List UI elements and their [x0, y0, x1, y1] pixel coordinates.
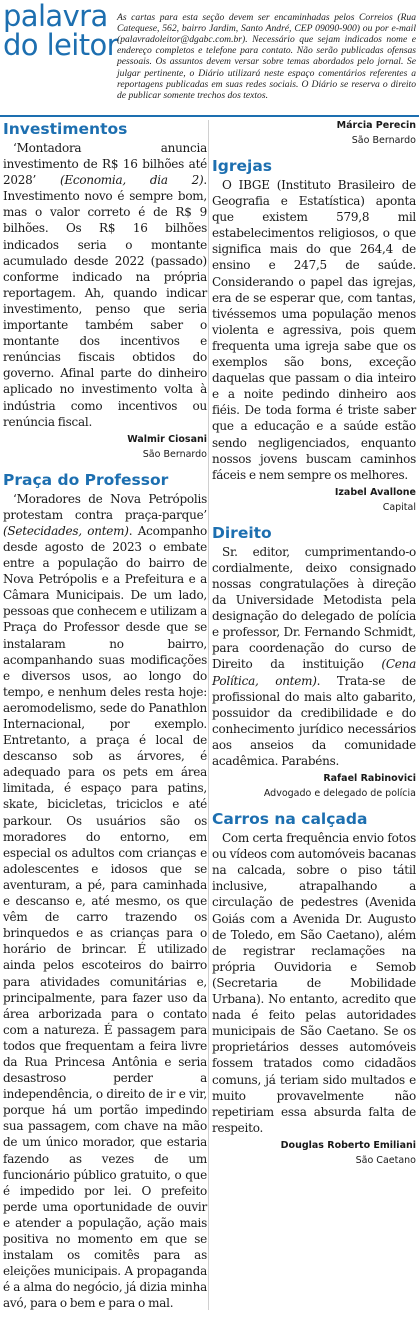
letter-author: Rafael Rabinovici: [323, 773, 416, 785]
letter-author: Douglas Roberto Emiliani: [280, 1139, 416, 1151]
letter-body: Com certa frequência envio fotos ou vídeos com automóveis bacanas na calcada, sobre o piso tátil inclusive, atrapalhando a circulação de pedestres (Avenida Goiás com a Avenida Dr. Augusto de Toledo, em São Caetano), além de registrar reclamações na própria Ouvidoria e Semob (Secretaria de Mobilidade Urbana). No entanto, acredito que nada é feito pelas autoridades municipais de São Caetano. Se os proprietários desses automóveis fossem tratados como cidadãos comuns, já teriam sido multados e muito provavelmente não repetiriam essa absurda falta de respeito.: [212, 831, 416, 1135]
spacer: [212, 514, 416, 524]
letter-place: Capital: [382, 501, 416, 513]
letter-author: Izabel Avallone: [334, 486, 416, 498]
section-masthead: [3, 0, 118, 62]
column-divider: [208, 120, 209, 1310]
spacer: [212, 147, 416, 157]
left-column: [3, 120, 207, 1311]
letter-text: Sr. editor, cumprimentando-o cordialmente, deixo consignado nossas congratulações à direção da Universidade Metodista pela designação do delegado de polícia e professor, Dr. Fernando Schmidt, para coordenação do curso de Direito da instituição: [212, 544, 416, 672]
letter-text: . Trata-se de profissional do mais alto gabarito, possuidor da credibilidade e do conhecimento jurídico necessários aos anseios da comunidade acadêmica. Parabéns.: [212, 673, 416, 768]
masthead-line-1: palavra: [3, 0, 108, 33]
spacer: [212, 800, 416, 810]
letter-place: São Bernardo: [351, 135, 416, 146]
letter-title: Carros na calçada: [212, 810, 368, 829]
letter-author: Walmir Ciosani: [127, 433, 207, 445]
section-intro: As cartas para esta seção devem ser encaminhadas pelos Correios (Rua Catequese, 562, bairro Jardim, Santo André, CEP 09090-900) ou por e-mail (palavradoleitor@dgabc.com.br). Necessário que sejam indicados nome e endereço completos e telefone para contato. Não serão publicadas ofensas pessoais. Os assuntos devem versar sobre temas abordados pelo jornal. Se julgar pertinente, o Diário utilizará neste espaço comentários referentes a reportagens publicadas em suas redes sociais. O Diário se reserva o direito de publicar somente trechos dos textos.: [117, 11, 416, 102]
letter-title: Igrejas: [212, 157, 273, 175]
header-divider: [0, 115, 419, 117]
letter-text: ‘Montadora anuncia investimento de R$ 16 bilhões até 2028’: [3, 141, 207, 188]
letter-place: Advogado e delegado de polícia: [263, 788, 416, 800]
letter-praca: [3, 471, 207, 1312]
letter-place: São Bernardo: [142, 448, 207, 460]
letter-body: [3, 491, 207, 1312]
letter-source: (Setecidades, ontem): [3, 523, 129, 538]
masthead-line-2: do leitor: [3, 28, 118, 62]
page-header: [0, 0, 419, 113]
letter-praca-continuation: [212, 120, 416, 147]
letter-body: [3, 140, 207, 430]
letter-author: Márcia Perecin: [336, 120, 416, 131]
letter-title: Investimentos: [3, 120, 128, 138]
letter-body: [212, 544, 416, 769]
letter-text: . Acompanho desde agosto de 2023 o embate entre a população do bairro de Nova Petrópolis e a Prefeitura e a Câmara Municipais. De um lado, pessoas que conhecem e utilizam a Praça do Professor desde que se instalaram no bairro, acompanhando suas modificações e diversos usos, ao longo do tempo, e nenhum deles resta hoje: aeromodelismo, sede do Panathlon Internacional, por exemplo. Entretanto, a praça é local de descanso sob as árvores, é adequado para os pets em área limitada, é espaço para patins, skate, bicicletas, triciclos e até parkour. Os usuários são os moradores do entorno, em especial os adultos com crianças e adolescentes e idosos que se aventuram, a pé, para caminhada e descanso e, até mesmo, os que vêm de carro trazendo os brinquedos e as crianças para o horário de brincar. É utilizado ainda pelos escoteiros do bairro para atividades comunitárias e, principalmente, para fazer uso da área arborizada para o contato com a natureza. É passagem para todos que frequentam a feira livre da Rua Princesa Antônia e seria desastroso perder a independência, o direito de ir e vir, porque há um portão impedindo sua passagem, com chave na mão de um único morador, que estaria fazendo as vezes de um funcionário público gratuito, o que é impedido por lei. O prefeito perde uma oportunidade de ouvir e atender a população, ação mais positiva no momento em que se instalam os comitês para as eleições municipais. A propaganda é a alma do negócio, já dizia minha avó, para o bem e para o mal.: [3, 523, 207, 1311]
letter-title: Praça do Professor: [3, 470, 169, 489]
letter-title: Direito: [212, 523, 272, 542]
letter-direito: [212, 524, 416, 800]
letter-body: O IBGE (Instituto Brasileiro de Geografia e Estatística) aponta que existem 579,8 mil estabelecimentos religiosos, o que significa mais do que 264,4 de ensino e 247,5 de saúde. Considerando o papel das igrejas, era de se esperar que, com tantas, tivéssemos uma população menos violenta e agressiva, pois quem frequenta uma igreja sabe que os exemplos são bons, exceção daquelas que passam o dia inteiro e a noite pedindo dinheiro aos fiéis. De toda forma é triste saber que a educação e a saúde estão sendo negligenciados, enquanto nossos jovens buscam caminhos fáceis e nem sempre os melhores.: [212, 178, 416, 482]
letter-source: (Cena Política, ontem): [212, 657, 416, 688]
letter-text: . Investimento novo é sempre bom, mas o valor correto é de R$ 9 bilhões. Os R$ 16 bilhões indicados seria o montante acumulado desde 2022 (passado) conforme indicado na própria reportagem. Ah, quando indicar investimento, penso que seria importante também saber o montante dos incentivos e renúncias fiscais obtidos do governo. Afinal parte do dinheiro aplicado no investimento volta à indústria como incentivos ou renúncia fiscal.: [3, 173, 207, 429]
right-column: [212, 120, 416, 1167]
spacer: [3, 461, 207, 471]
letter-text: ‘Moradores de Nova Petrópolis protestam contra praça-parque’: [3, 491, 207, 522]
letter-igrejas: [212, 157, 416, 514]
letter-carros: [212, 810, 416, 1167]
letter-source: (Economia, dia 2): [59, 173, 204, 188]
letter-investimentos: [3, 120, 207, 461]
letter-place: São Caetano: [355, 1154, 416, 1166]
